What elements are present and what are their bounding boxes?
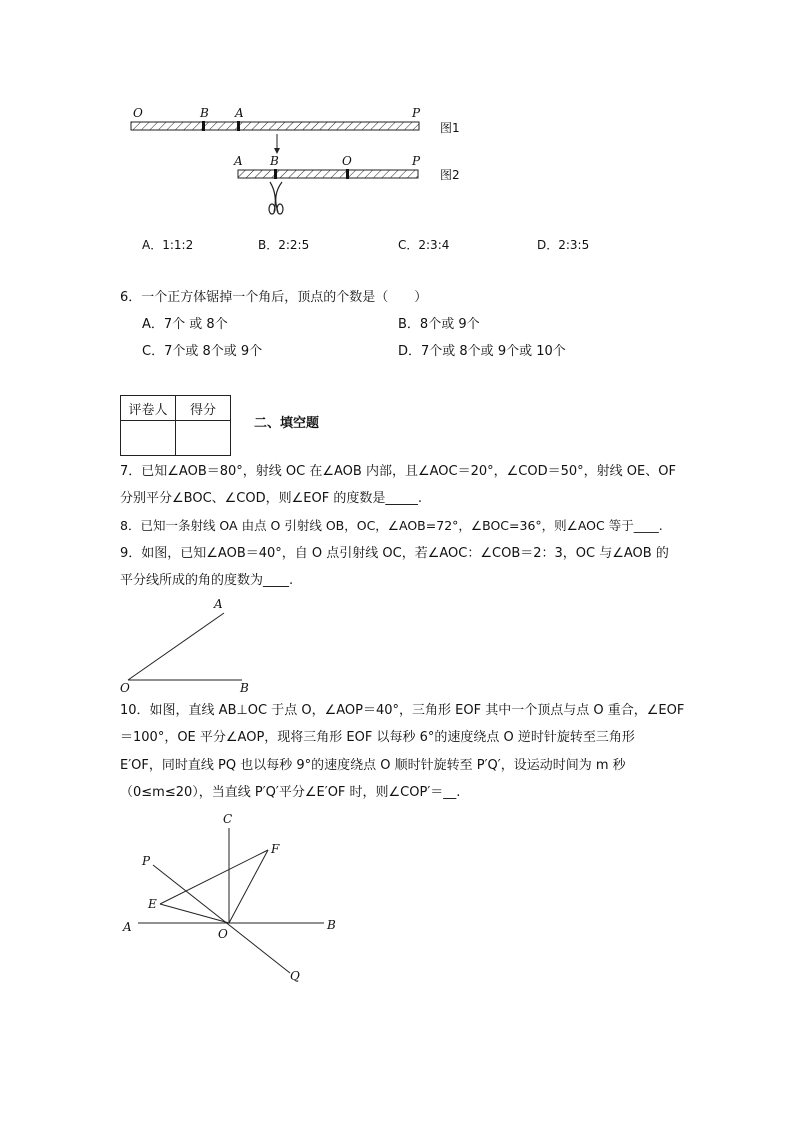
fig10-label-c: C bbox=[223, 812, 233, 826]
q10-line2: ＝100°，OE 平分∠AOP，现将三角形 EOF 以每秒 6°的速度绕点 O 逆时针旋转至三角形 bbox=[120, 730, 635, 745]
q9-figure bbox=[120, 595, 280, 695]
q5-figure bbox=[120, 100, 500, 220]
q6-option-b: B．8个或 9个 bbox=[398, 317, 480, 332]
ray-oa bbox=[128, 613, 224, 680]
q10-line3: E′OF，同时直线 PQ 也以每秒 9°的速度绕点 O 顺时针旋转至 P′Q′，设运动时间为 m 秒 bbox=[120, 758, 626, 773]
bar1-label-a: A bbox=[235, 106, 244, 120]
bar2-label-a: A bbox=[234, 154, 243, 168]
q5-option-a: A．1:1:2 bbox=[142, 238, 194, 252]
q5-option-b: B．2:2:5 bbox=[258, 238, 310, 252]
fig9-label-b: B bbox=[240, 681, 249, 695]
bar-1 bbox=[131, 122, 419, 130]
bar2-label-o: O bbox=[342, 154, 352, 168]
scissors-icon bbox=[269, 182, 283, 214]
score-box bbox=[120, 395, 231, 456]
grader-cell bbox=[121, 421, 176, 456]
q6-stem: 6．一个正方体锯掉一个角后，顶点的个数是（ ） bbox=[120, 290, 428, 305]
q10-line4: （0≤m≤20），当直线 P′Q′平分∠E′OF 时，则∠COP′＝__. bbox=[120, 785, 461, 800]
q6-option-a: A．7个 或 8个 bbox=[142, 317, 228, 332]
bar1-label-o: O bbox=[133, 106, 143, 120]
score-cell bbox=[176, 421, 231, 456]
section-title: 二、填空题 bbox=[254, 416, 320, 431]
fig10-label-q: Q bbox=[290, 969, 300, 983]
fig10-label-o: O bbox=[218, 927, 228, 941]
fig9-label-o: O bbox=[120, 681, 130, 695]
q8-line1: 8．已知一条射线 OA 由点 O 引射线 OB，OC，∠AOB=72°，∠BOC=36°，则∠AOC 等于____. bbox=[120, 518, 663, 533]
q9-line1: 9．如图，已知∠AOB＝40°，自 O 点引射线 OC，若∠AOC：∠COB＝2：3，OC 与∠AOB 的 bbox=[120, 546, 669, 561]
q7-line1: 7．已知∠AOB＝80°，射线 OC 在∠AOB 内部，且∠AOC＝20°，∠COD＝50°，射线 OE、OF bbox=[120, 464, 676, 479]
q5-option-c: C．2:3:4 bbox=[398, 238, 450, 252]
bar1-label-p: P bbox=[412, 106, 421, 120]
segment-of bbox=[229, 850, 268, 923]
bar1-label-b: B bbox=[200, 106, 209, 120]
score-header: 得分 bbox=[176, 396, 231, 421]
line-pq bbox=[153, 865, 290, 973]
fig9-label-a: A bbox=[214, 597, 223, 611]
bar-2 bbox=[238, 170, 418, 178]
fig2-caption: 图2 bbox=[440, 168, 460, 182]
fig10-label-p: P bbox=[142, 854, 151, 868]
fig1-caption: 图1 bbox=[440, 121, 460, 135]
fig10-label-f: F bbox=[271, 842, 280, 856]
q10-line1: 10．如图，直线 AB⊥OC 于点 O，∠AOP＝40°，三角形 EOF 其中一个顶点与点 O 重合，∠EOF bbox=[120, 703, 685, 718]
bar2-label-p: P bbox=[412, 154, 421, 168]
q5-option-d: D．2:3:5 bbox=[537, 238, 590, 252]
fig10-label-e: E bbox=[148, 897, 157, 911]
q6-option-d: D．7个或 8个或 9个或 10个 bbox=[398, 344, 566, 359]
fig10-label-a: A bbox=[123, 920, 132, 934]
q6-option-c: C．7个或 8个或 9个 bbox=[142, 344, 263, 359]
fig10-label-b: B bbox=[327, 918, 336, 932]
bar2-label-b: B bbox=[270, 154, 279, 168]
segment-ef bbox=[160, 850, 268, 904]
bar-diagram bbox=[120, 100, 500, 220]
q9-line2: 平分线所成的角的度数为____. bbox=[120, 573, 294, 588]
q7-line2: 分别平分∠BOC、∠COD，则∠EOF 的度数是_____. bbox=[120, 491, 422, 506]
grader-header: 评卷人 bbox=[121, 396, 176, 421]
segment-oe bbox=[160, 904, 229, 923]
